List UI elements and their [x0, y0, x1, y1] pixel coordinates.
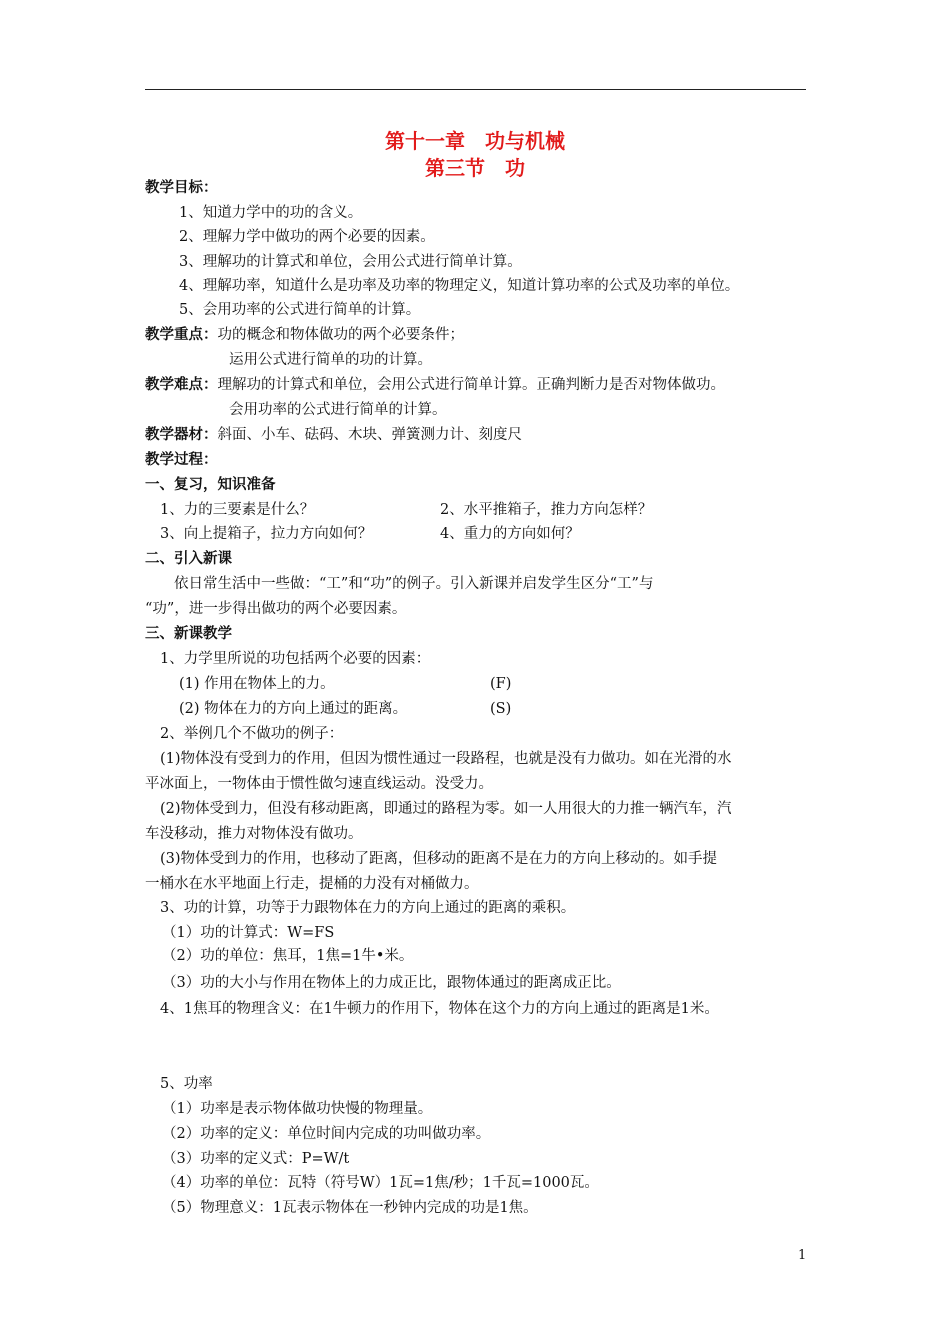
objective-3: 3、理解功的计算式和单位，会用公式进行简单计算。	[179, 254, 522, 270]
intro-heading: 二、引入新课	[145, 551, 232, 567]
lesson-point-5: 5、功率	[160, 1076, 213, 1092]
intro-text-1: 依日常生活中一些做：“工”和“功”的例子。引入新课并启发学生区分“工”与	[174, 576, 654, 592]
example-2-line-2: 车没移动，推力对物体没有做功。	[145, 826, 363, 842]
key-points-text-2: 运用公式进行简单的功的计算。	[229, 352, 432, 368]
factor-1-symbol: (F)	[490, 676, 512, 692]
review-question-3: 3、向上提箱子，拉力方向如何？	[160, 526, 373, 542]
page-number: 1	[798, 1248, 807, 1263]
objective-1: 1、知道力学中的功的含义。	[179, 205, 363, 221]
key-points-text-1: 功的概念和物体做功的两个必要条件；	[217, 327, 464, 343]
difficulties-text-2: 会用功率的公式进行简单的计算。	[229, 402, 447, 418]
objective-4: 4、理解功率，知道什么是功率及功率的物理定义，知道计算功率的公式及功率的单位。	[179, 278, 740, 294]
power-item-1: （1）功率是表示物体做功快慢的物理量。	[162, 1101, 433, 1117]
example-2-line-1: (2)物体受到力，但没有移动距离，即通过的路程为零。如一人用很大的力推一辆汽车，汽	[160, 801, 732, 817]
power-item-3: （3）功率的定义式：P=W/t	[162, 1151, 350, 1167]
header-rule	[145, 89, 806, 90]
objectives-heading: 教学目标：	[145, 180, 218, 196]
difficulties-line-1	[145, 375, 725, 395]
power-item-2: （2）功率的定义：单位时间内完成的功叫做功率。	[162, 1126, 491, 1142]
equipment-line	[145, 425, 522, 445]
key-points-line-1	[145, 325, 464, 345]
equipment-text: 斜面、小车、砝码、木块、弹簧测力计、刻度尺	[217, 427, 522, 443]
work-proportionality: （3）功的大小与作用在物体上的力成正比，跟物体通过的距离成正比。	[162, 975, 621, 991]
example-1-line-2: 平冰面上，一物体由于惯性做匀速直线运动。没受力。	[145, 776, 493, 792]
power-item-4: （4）功率的单位：瓦特（符号W）1瓦=1焦/秒；1千瓦=1000瓦。	[162, 1175, 599, 1191]
review-question-2: 2、水平推箱子，推力方向怎样？	[440, 502, 653, 518]
equipment-heading: 教学器材：	[145, 427, 218, 443]
example-3-line-1: (3)物体受到力的作用，也移动了距离，但移动的距离不是在力的方向上移动的。如手提	[160, 851, 718, 867]
factor-1: (1) 作用在物体上的力。	[179, 676, 335, 692]
lesson-point-1: 1、力学里所说的功包括两个必要的因素：	[160, 651, 431, 667]
example-3-line-2: 一桶水在水平地面上行走，提桶的力没有对桶做力。	[145, 876, 479, 892]
work-formula: （1）功的计算式：W=FS	[162, 925, 335, 941]
objective-2: 2、理解力学中做功的两个必要的因素。	[179, 229, 435, 245]
factor-2-symbol: (S)	[490, 701, 512, 717]
power-item-5: （5）物理意义：1瓦表示物体在一秒钟内完成的功是1焦。	[162, 1200, 538, 1216]
difficulties-text-1: 理解功的计算式和单位，会用公式进行简单计算。正确判断力是否对物体做功。	[217, 377, 725, 393]
key-points-heading: 教学重点：	[145, 327, 218, 343]
chapter-title: 第十一章 功与机械	[385, 129, 565, 153]
lesson-point-3: 3、功的计算，功等于力跟物体在力的方向上通过的距离的乘积。	[160, 900, 576, 916]
process-heading: 教学过程：	[145, 452, 218, 468]
lesson-point-4: 4、1焦耳的物理含义：在1牛顿力的作用下，物体在这个力的方向上通过的距离是1米。	[160, 1001, 719, 1017]
review-heading: 一、复习，知识准备	[145, 477, 276, 493]
difficulties-heading: 教学难点：	[145, 377, 218, 393]
factor-2: (2) 物体在力的方向上通过的距离。	[179, 701, 408, 717]
intro-text-2: “功”，进一步得出做功的两个必要因素。	[145, 601, 407, 617]
new-lesson-heading: 三、新课教学	[145, 626, 232, 642]
section-title: 第三节 功	[425, 156, 525, 180]
work-unit: （2）功的单位：焦耳，1焦=1牛•米。	[162, 948, 414, 964]
lesson-point-2: 2、举例几个不做功的例子：	[160, 726, 344, 742]
review-question-4: 4、重力的方向如何？	[440, 526, 580, 542]
example-1-line-1: (1)物体没有受到力的作用，但因为惯性通过一段路程，也就是没有力做功。如在光滑的水	[160, 751, 732, 767]
objective-5: 5、会用功率的公式进行简单的计算。	[179, 302, 421, 318]
review-question-1: 1、力的三要素是什么？	[160, 502, 315, 518]
